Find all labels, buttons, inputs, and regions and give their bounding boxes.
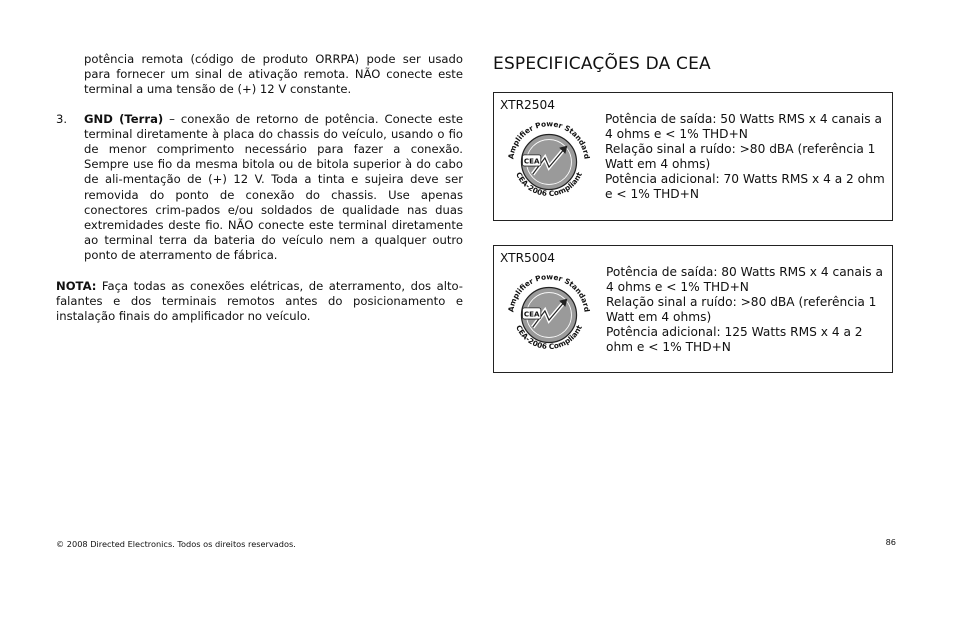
svg-text:CEA-2006 Compliant: CEA-2006 Compliant [514, 323, 584, 352]
spec-line: Potência adicional: 70 Watts RMS x 4 a 2 ohm e < 1% THD+N [605, 172, 885, 201]
spec-box-xtr5004 [493, 245, 893, 373]
svg-text:CEA-2006 Compliant: CEA-2006 Compliant [514, 170, 584, 199]
spec-line: Potência de saída: 50 Watts RMS x 4 canais a 4 ohms e < 1% THD+N [605, 112, 882, 141]
note-paragraph [56, 279, 463, 325]
spec-lines [606, 265, 888, 355]
spec-box-xtr2504 [493, 92, 893, 221]
left-column [56, 52, 463, 324]
list-item-3 [56, 112, 463, 264]
svg-text:CEA: CEA [523, 156, 540, 166]
copyright-footer: © 2008 Directed Electronics. Todos os direitos reservados. [56, 539, 296, 549]
svg-text:Amplifier Power Standard: Amplifier Power Standard [506, 272, 592, 313]
page-number: 86 [885, 537, 896, 547]
continued-paragraph: potência remota (código de produto ORRPA) pode ser usado para fornecer um sinal de ativação remota. NÃO conecte este terminal a uma tensão de (+) 12 V constante. [84, 52, 463, 97]
section-heading: ESPECIFICAÇÕES DA CEA [493, 54, 711, 74]
item-text: – conexão de retorno de potência. Conecte este terminal diretamente à placa do chassis do veículo, usando o fio de menor comprimento necessário para fazer a conexão. Sempre use fio da mesma bitola ou de bitola superior à do cabo de ali-mentação de (+) 12 V. Toda a tinta e sujeira deve ser removida do ponto de conexão do chassis. Use apenas conectores crim-pados e/ou soldados de qualidade nas duas extremidades deste fio. NÃO conecte este terminal diretamente ao terminal terra da bateria do veículo nem a qualquer outro ponto de aterramento de fábrica. [84, 111, 463, 263]
svg-text:CEA: CEA [523, 309, 540, 319]
spec-line: Potência adicional: 125 Watts RMS x 4 a 2 ohm e < 1% THD+N [606, 325, 863, 354]
svg-text:Amplifier Power Standard: Amplifier Power Standard [506, 119, 592, 160]
note-text: Faça todas as conexões elétricas, de aterramento, dos alto-falantes e dos terminais remotos antes do posicionamento e instalação finais do amplificador no veículo. [56, 278, 463, 324]
spec-lines [605, 112, 887, 202]
spec-line: Potência de saída: 80 Watts RMS x 4 canais a 4 ohms e < 1% THD+N [606, 265, 883, 294]
term-gnd: GND (Terra) [84, 111, 164, 126]
spec-line: Relação sinal a ruído: >80 dBA (referência 1 Watt em 4 ohms) [606, 295, 877, 324]
cea-seal-icon [498, 111, 600, 213]
list-item-body [84, 112, 463, 264]
spec-line: Relação sinal a ruído: >80 dBA (referência 1 Watt em 4 ohms) [605, 142, 876, 171]
list-number: 3. [56, 111, 68, 126]
model-name: XTR5004 [500, 251, 556, 265]
cea-seal-icon [498, 264, 600, 366]
note-label: NOTA: [56, 278, 97, 293]
model-name: XTR2504 [500, 98, 556, 112]
